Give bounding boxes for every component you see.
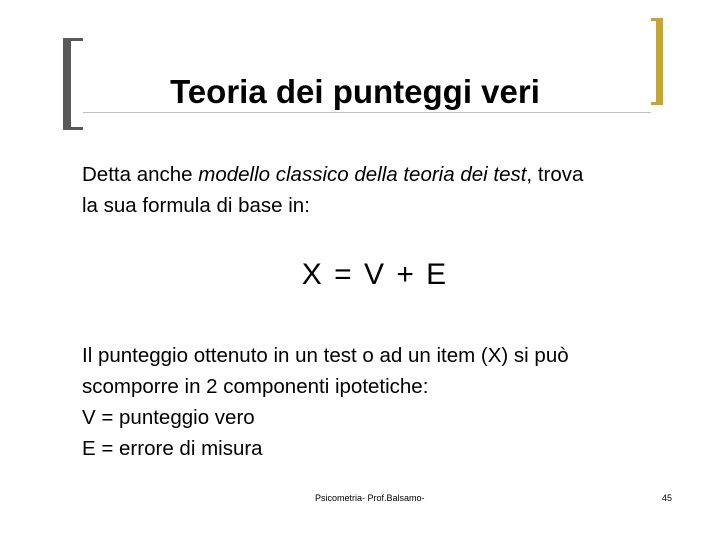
slide-footer: Psicometria- Prof.Balsamo- [315,493,425,503]
intro-italic-term: modello classico della teoria dei test [198,163,527,186]
left-bracket-bottom-cap [63,127,83,130]
slide-title: Teoria dei punteggi veri [170,73,540,110]
formula: X = V + E [301,258,449,291]
body-line: Il punteggio ottenuto in un test o ad un item (X) si può [82,344,569,367]
left-bracket-top-cap [63,38,83,41]
title-divider [83,112,651,113]
body-paragraph [82,340,682,464]
intro-text-after: , trova [526,163,584,186]
body-line: V = punteggio vero [82,406,255,429]
intro-paragraph [82,159,682,221]
intro-line-1 [82,159,682,190]
page-number: 45 [661,493,672,503]
body-line: E = errore di misura [82,437,263,460]
intro-line-2: la sua formula di base in: [82,194,310,217]
intro-text-before: Detta anche [82,163,199,186]
body-line: scomporre in 2 componenti ipotetiche: [82,375,429,398]
right-bracket-top-cap [651,18,663,21]
